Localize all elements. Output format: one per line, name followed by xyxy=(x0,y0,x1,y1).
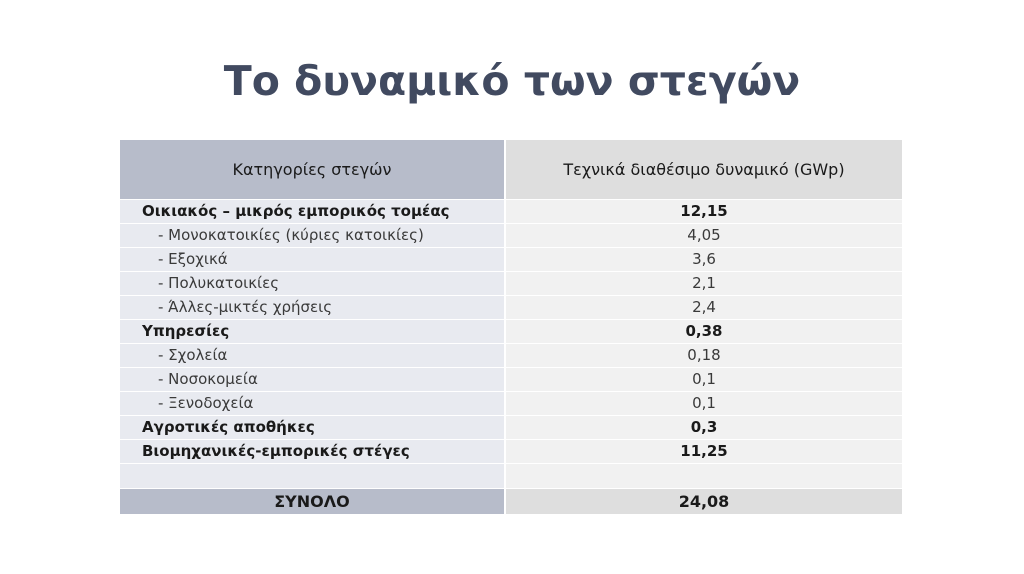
row-category: Οικιακός – μικρός εμπορικός τομέας xyxy=(120,200,506,223)
total-value: 24,08 xyxy=(506,489,902,514)
table-row xyxy=(120,272,902,296)
table-row xyxy=(120,248,902,272)
row-category: Βιομηχανικές-εμπορικές στέγες xyxy=(120,440,506,463)
row-value: 2,1 xyxy=(506,272,902,295)
potential-table xyxy=(120,140,902,515)
row-value: 11,25 xyxy=(506,440,902,463)
table-header-row xyxy=(120,140,902,200)
table-row xyxy=(120,224,902,248)
row-value: 0,3 xyxy=(506,416,902,439)
table-row xyxy=(120,440,902,464)
table-row xyxy=(120,320,902,344)
table-row xyxy=(120,416,902,440)
header-category: Κατηγορίες στεγών xyxy=(120,140,506,199)
row-value: 4,05 xyxy=(506,224,902,247)
table-row xyxy=(120,368,902,392)
row-category: - Νοσοκομεία xyxy=(120,368,506,391)
spacer-cell xyxy=(120,464,506,488)
table-row xyxy=(120,296,902,320)
header-value: Τεχνικά διαθέσιμο δυναμικό (GWp) xyxy=(506,140,902,199)
row-value: 0,38 xyxy=(506,320,902,343)
table-row xyxy=(120,392,902,416)
row-value: 0,1 xyxy=(506,368,902,391)
total-label: ΣΥΝΟΛΟ xyxy=(120,489,506,514)
row-category: - Εξοχικά xyxy=(120,248,506,271)
table-row xyxy=(120,344,902,368)
table-row xyxy=(120,200,902,224)
spacer-cell xyxy=(506,464,902,488)
row-category: - Σχολεία xyxy=(120,344,506,367)
row-category: Αγροτικές αποθήκες xyxy=(120,416,506,439)
row-value: 0,18 xyxy=(506,344,902,367)
row-category: - Ξενοδοχεία xyxy=(120,392,506,415)
row-value: 12,15 xyxy=(506,200,902,223)
row-category: - Μονοκατοικίες (κύριες κατοικίες) xyxy=(120,224,506,247)
row-category: - Άλλες-μικτές χρήσεις xyxy=(120,296,506,319)
row-value: 0,1 xyxy=(506,392,902,415)
slide-title: Το δυναμικό των στεγών xyxy=(223,57,801,105)
table-spacer-row xyxy=(120,464,902,489)
row-category: - Πολυκατοικίες xyxy=(120,272,506,295)
row-category: Υπηρεσίες xyxy=(120,320,506,343)
row-value: 2,4 xyxy=(506,296,902,319)
row-value: 3,6 xyxy=(506,248,902,271)
table-total-row xyxy=(120,489,902,515)
